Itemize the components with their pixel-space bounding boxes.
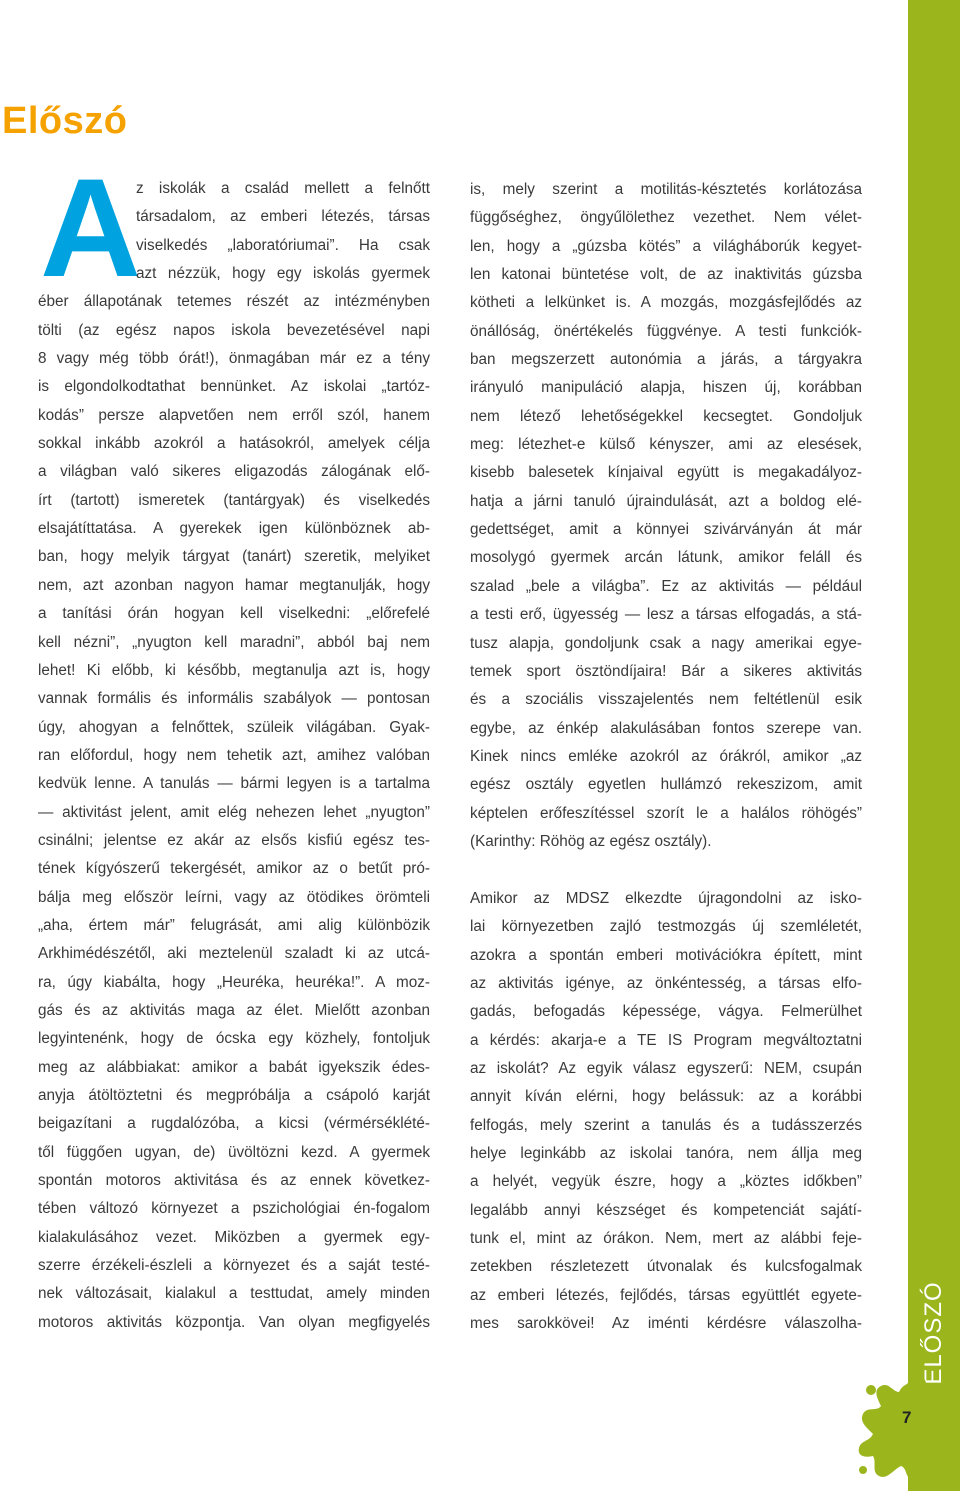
right-column-second-paragraph xyxy=(470,885,862,1339)
text-line: az iskolát? Az egyik válasz egyszerű: NEM, csupán xyxy=(470,1060,862,1078)
text-line: z iskolák a család mellett a felnőtt xyxy=(136,180,430,197)
page-title: Előszó xyxy=(2,100,128,142)
text-line: zetekben részletezett útvonalak és kulcsfogalmak xyxy=(470,1258,862,1276)
text-line: is elgondolkodtathat bennünket. Az iskolai „tartóz- xyxy=(38,378,430,396)
text-line: lai környezetben zajló testmozgás új szemléletét, xyxy=(470,918,862,936)
right-column xyxy=(470,176,862,856)
text-line: azokra a spontán emberi motivációkra épített, mint xyxy=(470,946,862,964)
text-line: egybe, az énkép alakulásában fontos szerepe van. xyxy=(470,719,862,737)
text-line: tunk el, mint az órákon. Nem, mert az alábbi feje- xyxy=(470,1230,862,1248)
text-line: Arkhimédészétől, aki meztelenül szaladt ki az utcá- xyxy=(38,945,430,963)
text-line: a tanítási órán hogyan kell viselkedni: „előrefelé xyxy=(38,605,430,623)
text-line: legalább annyi készséget és kompetenciát sajátí- xyxy=(470,1201,862,1219)
text-line: kialakulásához vezet. Miközben a gyermek egy- xyxy=(38,1228,430,1246)
text-line: is, mely szerint a motilitás-késztetés korlátozása xyxy=(470,181,862,198)
page-number: 7 xyxy=(902,1408,912,1427)
text-line: nek változásait, kialakul a testtudat, amely minden xyxy=(38,1285,430,1303)
text-line: hatja a járni tanuló újraindulását, azt a boldog elé- xyxy=(470,492,862,510)
text-line: az aktivitás igénye, az önkéntesség, a társas elfo- xyxy=(470,975,862,993)
text-line: ra, úgy kiabálta, hogy „Heuréka, heuréka!”. A moz- xyxy=(38,973,430,991)
text-line: kell nézni”, „nyugton kell maradni”, abból baj nem xyxy=(38,633,430,651)
text-line: éber állapotának tetemes részét az intézményben xyxy=(38,293,430,311)
text-line: „aha, értem már” felugrását, ami alig különbözik xyxy=(38,916,430,934)
text-line: elsajátíttatása. A gyerekek igen különböznek ab- xyxy=(38,520,430,538)
chapter-label: ELŐSZÓ xyxy=(920,1281,947,1385)
text-line: önállóság, önértékelés függvénye. A testi funkciók- xyxy=(470,322,862,340)
left-column xyxy=(38,175,430,1337)
text-line: a testi erő, ügyesség — lesz a társas elfogadás, a stá- xyxy=(470,606,862,624)
text-line: csinálni; jelentse ez akár az elsős kisfiú egész tes- xyxy=(38,831,430,849)
text-line: szalad „bele a világba”. Ez az aktivitás — például xyxy=(470,577,862,595)
text-line: sokkal inkább azokról a hatásokról, amelyek célja xyxy=(38,435,430,453)
text-line: képtelen erőfeszítéssel szorít le a halálos röhögés” xyxy=(470,804,862,822)
text-line: nem létező lehetőségekkel kecsegtet. Gondoljuk xyxy=(470,407,862,425)
text-line: ban, hogy melyik tárgyat (tanárt) szeretik, melyiket xyxy=(38,548,430,566)
text-line: gadás, befogadás képessége, vágya. Felmerülhet xyxy=(470,1003,862,1021)
text-line: (Karinthy: Röhög az egész osztály). xyxy=(470,832,712,850)
text-line: meg: létezhet-e külső kényszer, ami az elesések, xyxy=(470,436,862,454)
text-line: len katonai büntetése volt, de az inaktivitás gúzsba xyxy=(470,266,862,284)
text-line: ban megszerzett autonómia a járás, a tárgyakra xyxy=(470,351,862,369)
text-line: gás és az aktivitás maga az élet. Mielőtt azonban xyxy=(38,1001,430,1019)
text-line: kedvük lenne. A tanulás — bármi legyen is a tartalma xyxy=(38,775,430,793)
text-line: lehet! Ki előbb, ki később, megtanulja azt is, hogy xyxy=(38,661,430,679)
text-line: kodás” persze alapvetően nem erről szól, hanem xyxy=(38,406,430,424)
text-line: a helyét, vegyük észre, hogy a „köztes időkben” xyxy=(470,1173,862,1191)
text-line: függőséghez, öngyűlölethez vezethet. Nem vélet- xyxy=(470,209,862,227)
drop-cap: A xyxy=(40,149,142,306)
text-line: Amikor az MDSZ elkezdte újragondolni az isko- xyxy=(470,890,862,907)
text-line: írt (tartott) ismeretek (tantárgyak) és viselkedés xyxy=(38,491,430,509)
text-line: gedettséget, amit a könnyei szivárványán át már xyxy=(470,521,862,539)
text-line: temek sport ösztöndíjaira! Bár a sikeres aktivitás xyxy=(470,662,862,680)
text-line: szerre érzékeli-észleli a környezet és a saját testé- xyxy=(38,1257,430,1275)
text-line: egész osztály egyetlen hullámzó rekeszizom, amit xyxy=(470,776,862,794)
text-line: helye leginkább az iskolai tanóra, nem állja meg xyxy=(470,1145,862,1163)
text-line: bálja meg először leírni, vagy az ötödikes örömteli xyxy=(38,888,430,906)
text-line: azt nézzük, hogy egy iskolás gyermek xyxy=(136,265,430,283)
text-line: — aktivitást jelent, amit elég nehezen lehet „nyugton” xyxy=(38,803,430,821)
text-line: 8 vagy még több órát!), önmagában már ez a tény xyxy=(38,350,430,368)
text-line: len, hogy a „gúzsba kötés” a világháborúk kegyet- xyxy=(470,237,862,255)
text-line: mes sarokkövei! Az iménti kérdésre válaszolha- xyxy=(470,1315,862,1333)
text-line: motoros aktivitás központja. Van olyan megfigyelés xyxy=(38,1313,430,1331)
text-line: Kinek nincs emléke azokról az órákról, amikor „az xyxy=(470,747,862,765)
text-line: a kérdés: akarja-e a TE IS Program megváltoztatni xyxy=(470,1031,862,1049)
text-line: úgy, ahogyan a felnőttek, szüleik világában. Gyak- xyxy=(38,718,430,736)
text-line: mosolygó gyermek arcán látunk, amikor feláll és xyxy=(470,549,862,567)
text-line: a világban való sikeres eligazodás zálogának elő- xyxy=(38,463,430,481)
text-line: nem, azt azonban nagyon hamar megtanulják, hogy xyxy=(38,576,430,594)
text-line: vannak formális és informális szabályok — pontosan xyxy=(38,690,430,708)
text-line: és a szociális visszajelentés nem feltétlenül esik xyxy=(470,691,862,709)
text-line: irányuló manipuláció alapja, hiszen új, korábban xyxy=(470,379,862,397)
text-line: társadalom, az emberi létezés, társas xyxy=(136,208,430,226)
text-line: kötheti a lelkünket is. A mozgás, mozgásfejlődés az xyxy=(470,294,862,312)
text-line: től függően ugyan, de) üvöltözni kezd. A gyermek xyxy=(38,1143,430,1161)
text-line: meg az alábbiakat: amikor a babát igyekszik édes- xyxy=(38,1058,430,1076)
text-line: spontán motoros aktivitása és az ennek következ- xyxy=(38,1172,430,1190)
text-line: ran előfordul, hogy nem tehetik azt, amihez valóban xyxy=(38,746,430,764)
text-line: viselkedés „laboratóriumai”. Ha csak xyxy=(136,236,430,254)
text-line: anyja átöltöztetni és megpróbálja a csápoló karját xyxy=(38,1087,430,1104)
text-line: kisebb balesetek kínjaival együtt is megakadályoz- xyxy=(470,464,862,482)
text-line: beigazítani a rugdalózóba, a kicsi (vérmérséklété- xyxy=(38,1115,430,1133)
text-line: tusz alapja, gondoljunk csak a nagy amerikai egye- xyxy=(470,634,862,652)
text-line: legyintenénk, hogy de ócska egy közhely, fontoljuk xyxy=(38,1030,430,1048)
text-line: tölti (az egész napos iskola bevezetésével napi xyxy=(38,321,430,339)
text-line: tében változó környezet a pszichológiai én-fogalom xyxy=(38,1200,430,1218)
text-line: annyit kíván elérni, hogy belássuk: az a korábbi xyxy=(470,1088,862,1106)
text-line: felfogás, mely szerint a tanulás és a tudásszerzés xyxy=(470,1116,862,1134)
text-line: tének kígyószerű tekergését, amikor az o betűt pró- xyxy=(38,860,430,878)
chapter-sidebar xyxy=(908,0,960,1491)
text-line: az emberi létezés, fejlődés, társas együttlét egyete- xyxy=(470,1286,862,1304)
